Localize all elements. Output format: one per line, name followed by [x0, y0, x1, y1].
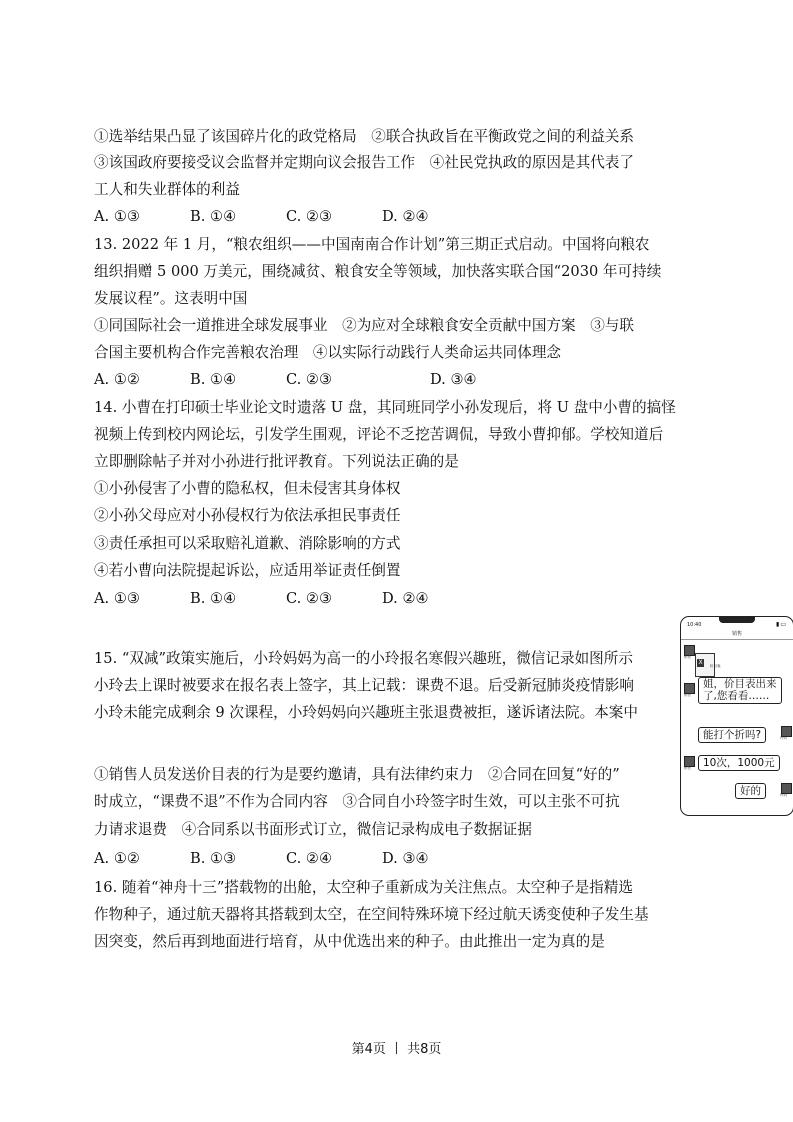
sender-label: 销售 — [684, 766, 691, 770]
q15-statement-line: ①销售人员发送价目表的行为是要约邀请，具有法律约束力 ②合同在回复“好的” — [94, 766, 620, 783]
message-bubble: 能打个折吗? — [698, 727, 766, 743]
q14-stem-line: 14. 小曹在打印硕士毕业论文时遗落 U 盘，其同班同学小孙发现后，将 U 盘中小曹的搞怪 — [94, 399, 676, 416]
option-b: B. ①③ — [190, 850, 237, 867]
option-c: C. ②③ — [286, 590, 333, 607]
option-a: A. ①③ — [94, 208, 140, 225]
q16-stem-line: 作物种子，通过航天器将其搭载到太空，在空间特殊环境下经过航天诱变使种子发生基 — [94, 906, 649, 923]
page-footer: 第4页 丨 共8页 — [351, 1042, 442, 1057]
option-c: C. ②③ — [286, 371, 333, 388]
option-a: A. ①② — [94, 371, 140, 388]
chat-title: 销售 — [731, 631, 742, 637]
q14-statement-1: ①小孙侵害了小曹的隐私权，但未侵害其身体权 — [94, 480, 401, 497]
q15-statement-line: 力请求退费 ④合同系以书面形式订立，微信记录构成电子数据证据 — [94, 821, 532, 838]
q15-stem-line: 小玲去上课时被要求在报名表上签字，其上记载：课费不退。后受新冠肺炎疫情影响 — [94, 677, 634, 694]
header-divider — [681, 639, 793, 640]
message-bubble — [698, 677, 782, 704]
q15-stem-line: 小玲未能完成剩余 9 次课程，小玲妈妈向兴趣班主张退费被拒，遂诉诸法院。本案中 — [94, 704, 638, 721]
my-label: 玲妈 — [780, 736, 787, 740]
price-list-file-icon: X — [695, 653, 715, 677]
option-d: D. ③④ — [382, 850, 429, 867]
option-d: D. ②④ — [382, 208, 429, 225]
q12-statement-line: ①选举结果凸显了该国碎片化的政党格局 ②联合执政旨在平衡政党之间的利益关系 — [94, 128, 634, 145]
q15-statement-line: 时成立，“课费不退”不作为合同内容 ③合同自小玲签字时生效，可以主张不可抗 — [94, 793, 620, 810]
q13-statement-line: 合国主要机构合作完善粮农治理 ④以实际行动践行人类命运共同体理念 — [94, 344, 562, 361]
message-bubble: 好的 — [735, 783, 766, 799]
q13-stem-line: 发展议程”。这表明中国 — [94, 290, 248, 307]
my-label: 玲妈 — [780, 793, 787, 797]
battery-signal-icon: ▮▭ — [776, 621, 787, 628]
option-d: D. ②④ — [382, 590, 429, 607]
message-text-line: 了,您看看…… — [703, 689, 770, 702]
option-c: C. ②④ — [286, 850, 333, 867]
q12-statement-line: ③该国政府要接受议会监督并定期向议会报告工作 ④社民党执政的原因是其代表了 — [94, 154, 634, 171]
wechat-phone-illustration — [680, 616, 793, 816]
option-c: C. ②③ — [286, 208, 333, 225]
q13-statement-line: ①同国际社会一道推进全球发展事业 ②为应对全球粮食安全贡献中国方案 ③与联 — [94, 317, 634, 334]
message-bubble: 10次，1000元 — [698, 755, 780, 771]
status-time: 10:40 — [687, 622, 702, 628]
sender-label: 销售 — [684, 655, 691, 659]
sender-label: 销售 — [684, 693, 691, 697]
option-a: A. ①② — [94, 850, 140, 867]
q12-statement-line: 工人和失业群体的利益 — [94, 181, 240, 198]
q14-statement-4: ④若小曹向法院提起诉讼，应适用举证责任倒置 — [94, 562, 401, 579]
q14-statement-2: ②小孙父母应对小孙侵权行为依法承担民事责任 — [94, 507, 401, 524]
option-b: B. ①④ — [190, 371, 237, 388]
q14-statement-3: ③责任承担可以采取赔礼道歉、消除影响的方式 — [94, 535, 401, 552]
q16-stem-line: 16. 随着“神舟十三”搭载物的出舱，太空种子重新成为关注焦点。太空种子是指精选 — [94, 879, 633, 896]
file-name: 价目表 — [710, 664, 721, 668]
option-a: A. ①③ — [94, 590, 140, 607]
q13-stem-line: 13. 2022 年 1 月，“粮农组织——中国南南合作计划”第三期正式启动。中国将向粮农 — [94, 236, 650, 253]
q16-stem-line: 因突变，然后再到地面进行培育，从中优选出来的种子。由此推出一定为真的是 — [94, 933, 605, 950]
q14-stem-line: 立即删除帖子并对小孙进行批评教育。下列说法正确的是 — [94, 453, 459, 470]
q15-stem-line: 15. “双减”政策实施后，小玲妈妈为高一的小玲报名寒假兴趣班，微信记录如图所示 — [94, 650, 633, 667]
phone-notch — [719, 617, 755, 623]
option-b: B. ①④ — [190, 590, 237, 607]
option-b: B. ①④ — [190, 208, 237, 225]
q14-stem-line: 视频上传到校内网论坛，引发学生围观，评论不乏挖苦调侃，导致小曹抑郁。学校知道后 — [94, 426, 664, 443]
message-text-line: 姐，价目表出来 — [703, 678, 777, 690]
q13-stem-line: 组织捐赠 5 000 万美元，围绕减贫、粮食安全等领域，加快落实联合国“2030 年可持续 — [94, 263, 662, 280]
option-d: D. ③④ — [430, 371, 477, 388]
